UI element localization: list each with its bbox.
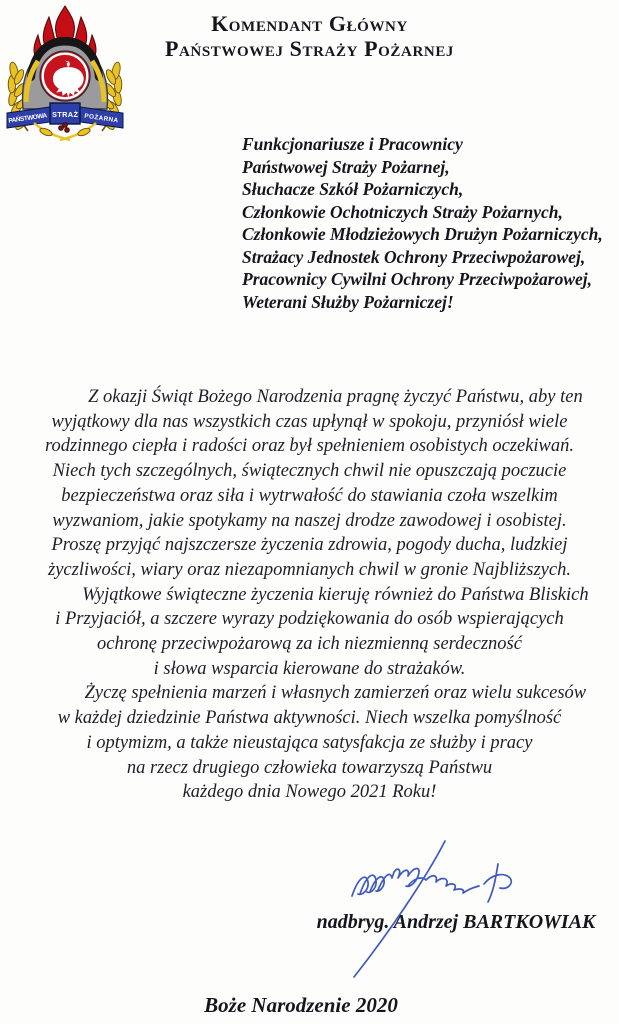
letterhead-line-2: Państwowej Straży Pożarnej [164, 36, 455, 61]
signature-flourish-stroke [484, 864, 511, 902]
ribbon-text-right: POŻARNA [83, 112, 119, 125]
body-line: Życzę spełnienia marzeń i własnych zamierzeń oraz wielu sukcesów [84, 683, 587, 704]
body-line: rodzinnego ciepła i radości oraz był spełnieniem osobistych oczekiwań. [44, 436, 575, 457]
signer-name: nadbryg. Andrzej BARTKOWIAK [316, 911, 596, 933]
addressee-line: Funkcjonariusze i Pracownicy [242, 134, 463, 154]
body-line: w każdej dziedzinie Państwa aktywności. Niech wszelka pomyślność [57, 708, 562, 729]
occasion-line: Boże Narodzenie 2020 [204, 993, 398, 1017]
body-line: życzliwości, wiary oraz niezapomnianych chwil w gronie Najbliższych. [48, 559, 571, 580]
body-line: każdego dnia Nowego 2021 Roku! [182, 782, 437, 803]
body-line: i Przyjaciół, a szczere wyrazy podziękowania do osób wspierających [55, 609, 564, 630]
ribbon-text-left: PAŃSTWOWA [7, 112, 48, 125]
addressee-line: Weterani Służby Pożarniczej! [242, 291, 454, 312]
ribbon-text-center: STRAŻ [52, 110, 78, 119]
addressee-line: Członkowie Ochotniczych Straży Pożarnych, [242, 201, 563, 222]
addressee-line: Słuchacze Szkół Pożarniczych, [242, 179, 464, 199]
addressee-list [242, 133, 603, 313]
body-line: i słowa wsparcia kierowane do strażaków. [153, 658, 466, 679]
addressee-line: Państwowej Straży Pożarnej, [242, 156, 450, 177]
letterhead-line-1: Komendant Główny [211, 11, 408, 36]
addressee-line: Członkowie Młodzieżowych Drużyn Pożarniczych, [242, 224, 603, 244]
body-line: ochronę przeciwpożarową za ich niezmienną serdeczność [97, 634, 522, 655]
body-line: i optymizm, a także nieustająca satysfakcja ze służby i pracy [86, 732, 533, 753]
body-line: na rzecz drugiego człowieka towarzyszą Państwu [126, 757, 493, 778]
signature-diagonal-stroke [354, 841, 445, 977]
body-line: wyzwaniom, jakie spotykamy na naszej drodze zawodowej i osobistej. [52, 510, 567, 531]
body-line: Wyjątkowe świąteczne życzenia kieruję również do Państwa Bliskich [82, 584, 589, 605]
body-line: Proszę przyjąć najszczersze życzenia zdrowia, pogody ducha, ludzkiej [51, 535, 568, 556]
body-line: Z okazji Świąt Bożego Narodzenia pragnę życzyć Państwu, aby ten [88, 387, 583, 407]
addressee-line: Pracownicy Cywilni Ochrony Przeciwpożarowej, [242, 269, 592, 289]
stems-berries-icon [34, 123, 96, 140]
body-line: Niech tych szczególnych, świątecznych chwil nie opuszczają poczucie [52, 461, 567, 482]
letterhead [0, 11, 619, 61]
addressee-line: Strażacy Jednostek Ochrony Przeciwpożarowej, [242, 246, 586, 267]
letter-body [9, 385, 610, 805]
body-line: bezpieczeństwa oraz siła i wytrwałość do stawiania czoła wszelkim [61, 485, 558, 506]
body-line: wyjątkowy dla nas wszystkich czas upłynął w spokoju, przyniósł wiele [51, 411, 568, 432]
